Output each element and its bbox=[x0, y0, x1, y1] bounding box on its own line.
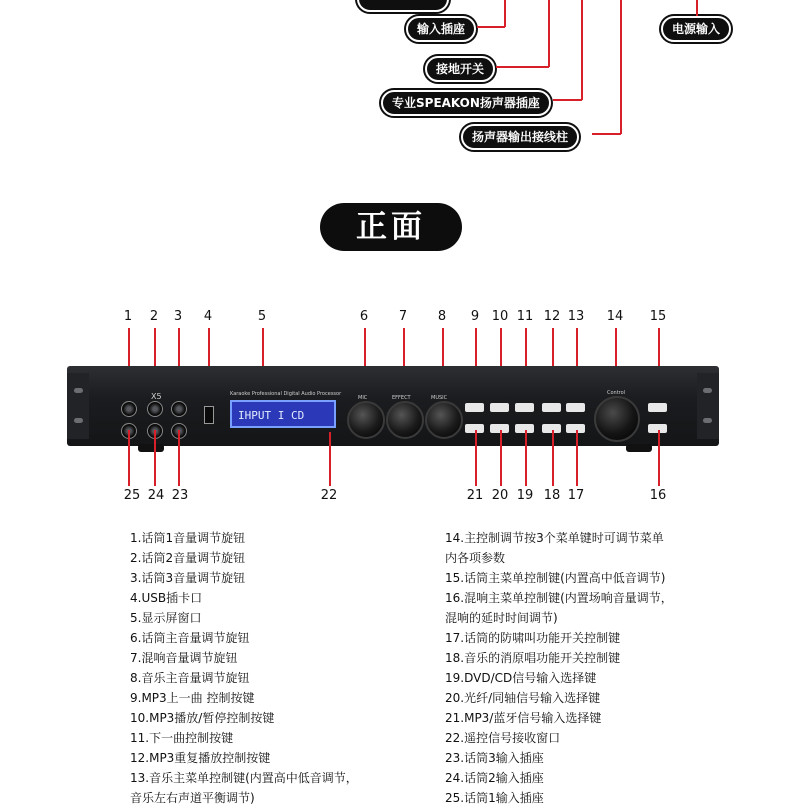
rack-hole bbox=[703, 418, 712, 423]
description-item: 5.显示屏窗口 bbox=[130, 611, 202, 625]
brand-label: Karaoke Professional Digital Audio Processor bbox=[230, 391, 342, 397]
description-item: 2.话筒2音量调节旋钮 bbox=[130, 551, 246, 565]
repeat-button[interactable] bbox=[542, 403, 561, 412]
callout-speaker-terminal: 扬声器输出接线柱 bbox=[461, 124, 579, 150]
description-item: 13.音乐主菜单控制键(内置高中低音调节， bbox=[130, 771, 358, 785]
pointer-line-17 bbox=[576, 430, 578, 486]
main-control-knob[interactable] bbox=[594, 396, 640, 442]
rack-hole bbox=[74, 418, 83, 423]
audio-processor-front-panel bbox=[67, 366, 719, 446]
callout-number-20: 20 bbox=[491, 488, 509, 503]
description-item: 15.话筒主菜单控制键(内置高中低音调节) bbox=[445, 571, 666, 585]
description-item: 11.下一曲控制按键 bbox=[130, 731, 234, 745]
music-menu-button[interactable] bbox=[566, 403, 585, 412]
control-label: Control bbox=[607, 390, 626, 396]
description-item: 10.MP3播放/暂停控制按键 bbox=[130, 711, 275, 725]
callout-speakon-socket: 专业SPEAKON扬声器插座 bbox=[381, 90, 551, 116]
prev-button[interactable] bbox=[465, 403, 484, 412]
description-item: 3.话筒3音量调节旋钮 bbox=[130, 571, 246, 585]
callout-number-6: 6 bbox=[359, 309, 369, 324]
next-button[interactable] bbox=[515, 403, 534, 412]
leader-line bbox=[696, 0, 698, 16]
callout-number-16: 16 bbox=[649, 488, 667, 503]
device-foot bbox=[138, 444, 164, 452]
callout-number-13: 13 bbox=[567, 309, 585, 324]
callout-number-25: 25 bbox=[123, 488, 141, 503]
description-item: 9.MP3上一曲 控制按键 bbox=[130, 691, 255, 705]
description-item: 4.USB插卡口 bbox=[130, 591, 203, 605]
lcd-display: IHPUT I CD bbox=[230, 400, 336, 428]
leader-line bbox=[592, 133, 621, 135]
leader-line bbox=[548, 0, 550, 67]
callout-number-14: 14 bbox=[606, 309, 624, 324]
usb-slot[interactable] bbox=[204, 406, 214, 424]
description-item: 19.DVD/CD信号输入选择键 bbox=[445, 671, 597, 685]
description-item: 8.音乐主音量调节旋钮 bbox=[130, 671, 250, 685]
leader-line bbox=[553, 99, 582, 101]
rack-ear-right bbox=[697, 373, 719, 439]
callout-number-19: 19 bbox=[516, 488, 534, 503]
pointer-line-21 bbox=[475, 430, 477, 486]
pointer-line-22 bbox=[329, 432, 331, 486]
mic-master-volume-knob[interactable] bbox=[347, 401, 385, 439]
description-item: 20.光纤/同轴信号输入选择键 bbox=[445, 691, 601, 705]
description-list-right bbox=[445, 528, 673, 808]
description-item: 6.话筒主音量调节旋钮 bbox=[130, 631, 250, 645]
callout-number-9: 9 bbox=[470, 309, 480, 324]
description-item: 23.话筒3输入插座 bbox=[445, 751, 544, 765]
callout-partial-top bbox=[357, 0, 449, 12]
play-pause-button[interactable] bbox=[490, 403, 509, 412]
device-foot bbox=[626, 444, 652, 452]
pointer-line-25 bbox=[128, 430, 130, 486]
description-item: 16.混响主菜单控制键(内置场响音量调节， bbox=[445, 591, 673, 605]
description-item: 7.混响音量调节旋钮 bbox=[130, 651, 238, 665]
knob-label-music: MUSIC bbox=[431, 395, 448, 401]
callout-number-22: 22 bbox=[320, 488, 338, 503]
knob-label-mic: MIC bbox=[358, 395, 368, 401]
description-item: 内各项参数 bbox=[445, 551, 506, 565]
rack-hole bbox=[703, 388, 712, 393]
description-item: 12.MP3重复播放控制按键 bbox=[130, 751, 271, 765]
callout-number-11: 11 bbox=[516, 309, 534, 324]
pointer-line-19 bbox=[525, 430, 527, 486]
callout-number-18: 18 bbox=[543, 488, 561, 503]
pointer-line-23 bbox=[178, 430, 180, 486]
pointer-line-24 bbox=[154, 430, 156, 486]
leader-line bbox=[581, 0, 583, 100]
description-item: 1.话筒1音量调节旋钮 bbox=[130, 531, 246, 545]
model-label: X5 bbox=[151, 392, 162, 401]
description-item: 混响的延时时间调节) bbox=[445, 611, 558, 625]
callout-number-2: 2 bbox=[149, 309, 159, 324]
callout-number-10: 10 bbox=[491, 309, 509, 324]
callout-number-5: 5 bbox=[257, 309, 267, 324]
pointer-line-16 bbox=[658, 430, 660, 486]
description-item: 24.话筒2输入插座 bbox=[445, 771, 544, 785]
description-item: 18.音乐的消原唱功能开关控制键 bbox=[445, 651, 621, 665]
callout-number-7: 7 bbox=[398, 309, 408, 324]
pointer-line-18 bbox=[552, 430, 554, 486]
knob-label-effect: EFFECT bbox=[392, 395, 411, 401]
callout-number-24: 24 bbox=[147, 488, 165, 503]
description-item: 21.MP3/蓝牙信号输入选择键 bbox=[445, 711, 602, 725]
description-item: 25.话筒1输入插座 bbox=[445, 791, 544, 805]
callout-number-17: 17 bbox=[567, 488, 585, 503]
description-list-left bbox=[130, 528, 358, 808]
music-master-volume-knob[interactable] bbox=[425, 401, 463, 439]
description-item: 22.遥控信号接收窗口 bbox=[445, 731, 561, 745]
callout-number-12: 12 bbox=[543, 309, 561, 324]
rack-hole bbox=[74, 388, 83, 393]
description-item: 17.话筒的防啸叫功能开关控制键 bbox=[445, 631, 621, 645]
description-item: 音乐左右声道平衡调节) bbox=[130, 791, 255, 805]
callout-number-23: 23 bbox=[171, 488, 189, 503]
leader-line bbox=[504, 0, 506, 27]
callout-number-15: 15 bbox=[649, 309, 667, 324]
mic1-volume-knob[interactable] bbox=[121, 401, 137, 417]
leader-line bbox=[620, 0, 622, 134]
leader-line bbox=[496, 66, 549, 68]
callout-ground-switch: 接地开关 bbox=[425, 56, 495, 82]
callout-number-21: 21 bbox=[466, 488, 484, 503]
callout-power-input: 电源输入 bbox=[661, 16, 731, 42]
callout-number-1: 1 bbox=[123, 309, 133, 324]
callout-number-8: 8 bbox=[437, 309, 447, 324]
description-item: 14.主控制调节按3个菜单键时可调节菜单 bbox=[445, 531, 664, 545]
callout-input-socket: 输入插座 bbox=[406, 16, 476, 42]
callout-number-4: 4 bbox=[203, 309, 213, 324]
callout-number-3: 3 bbox=[173, 309, 183, 324]
mic-menu-button[interactable] bbox=[648, 403, 667, 412]
section-title-front: 正面 bbox=[320, 203, 462, 251]
rack-ear-left bbox=[67, 373, 89, 439]
effect-volume-knob[interactable] bbox=[386, 401, 424, 439]
mic2-volume-knob[interactable] bbox=[147, 401, 163, 417]
pointer-line-20 bbox=[500, 430, 502, 486]
leader-line bbox=[477, 26, 505, 28]
mic3-volume-knob[interactable] bbox=[171, 401, 187, 417]
